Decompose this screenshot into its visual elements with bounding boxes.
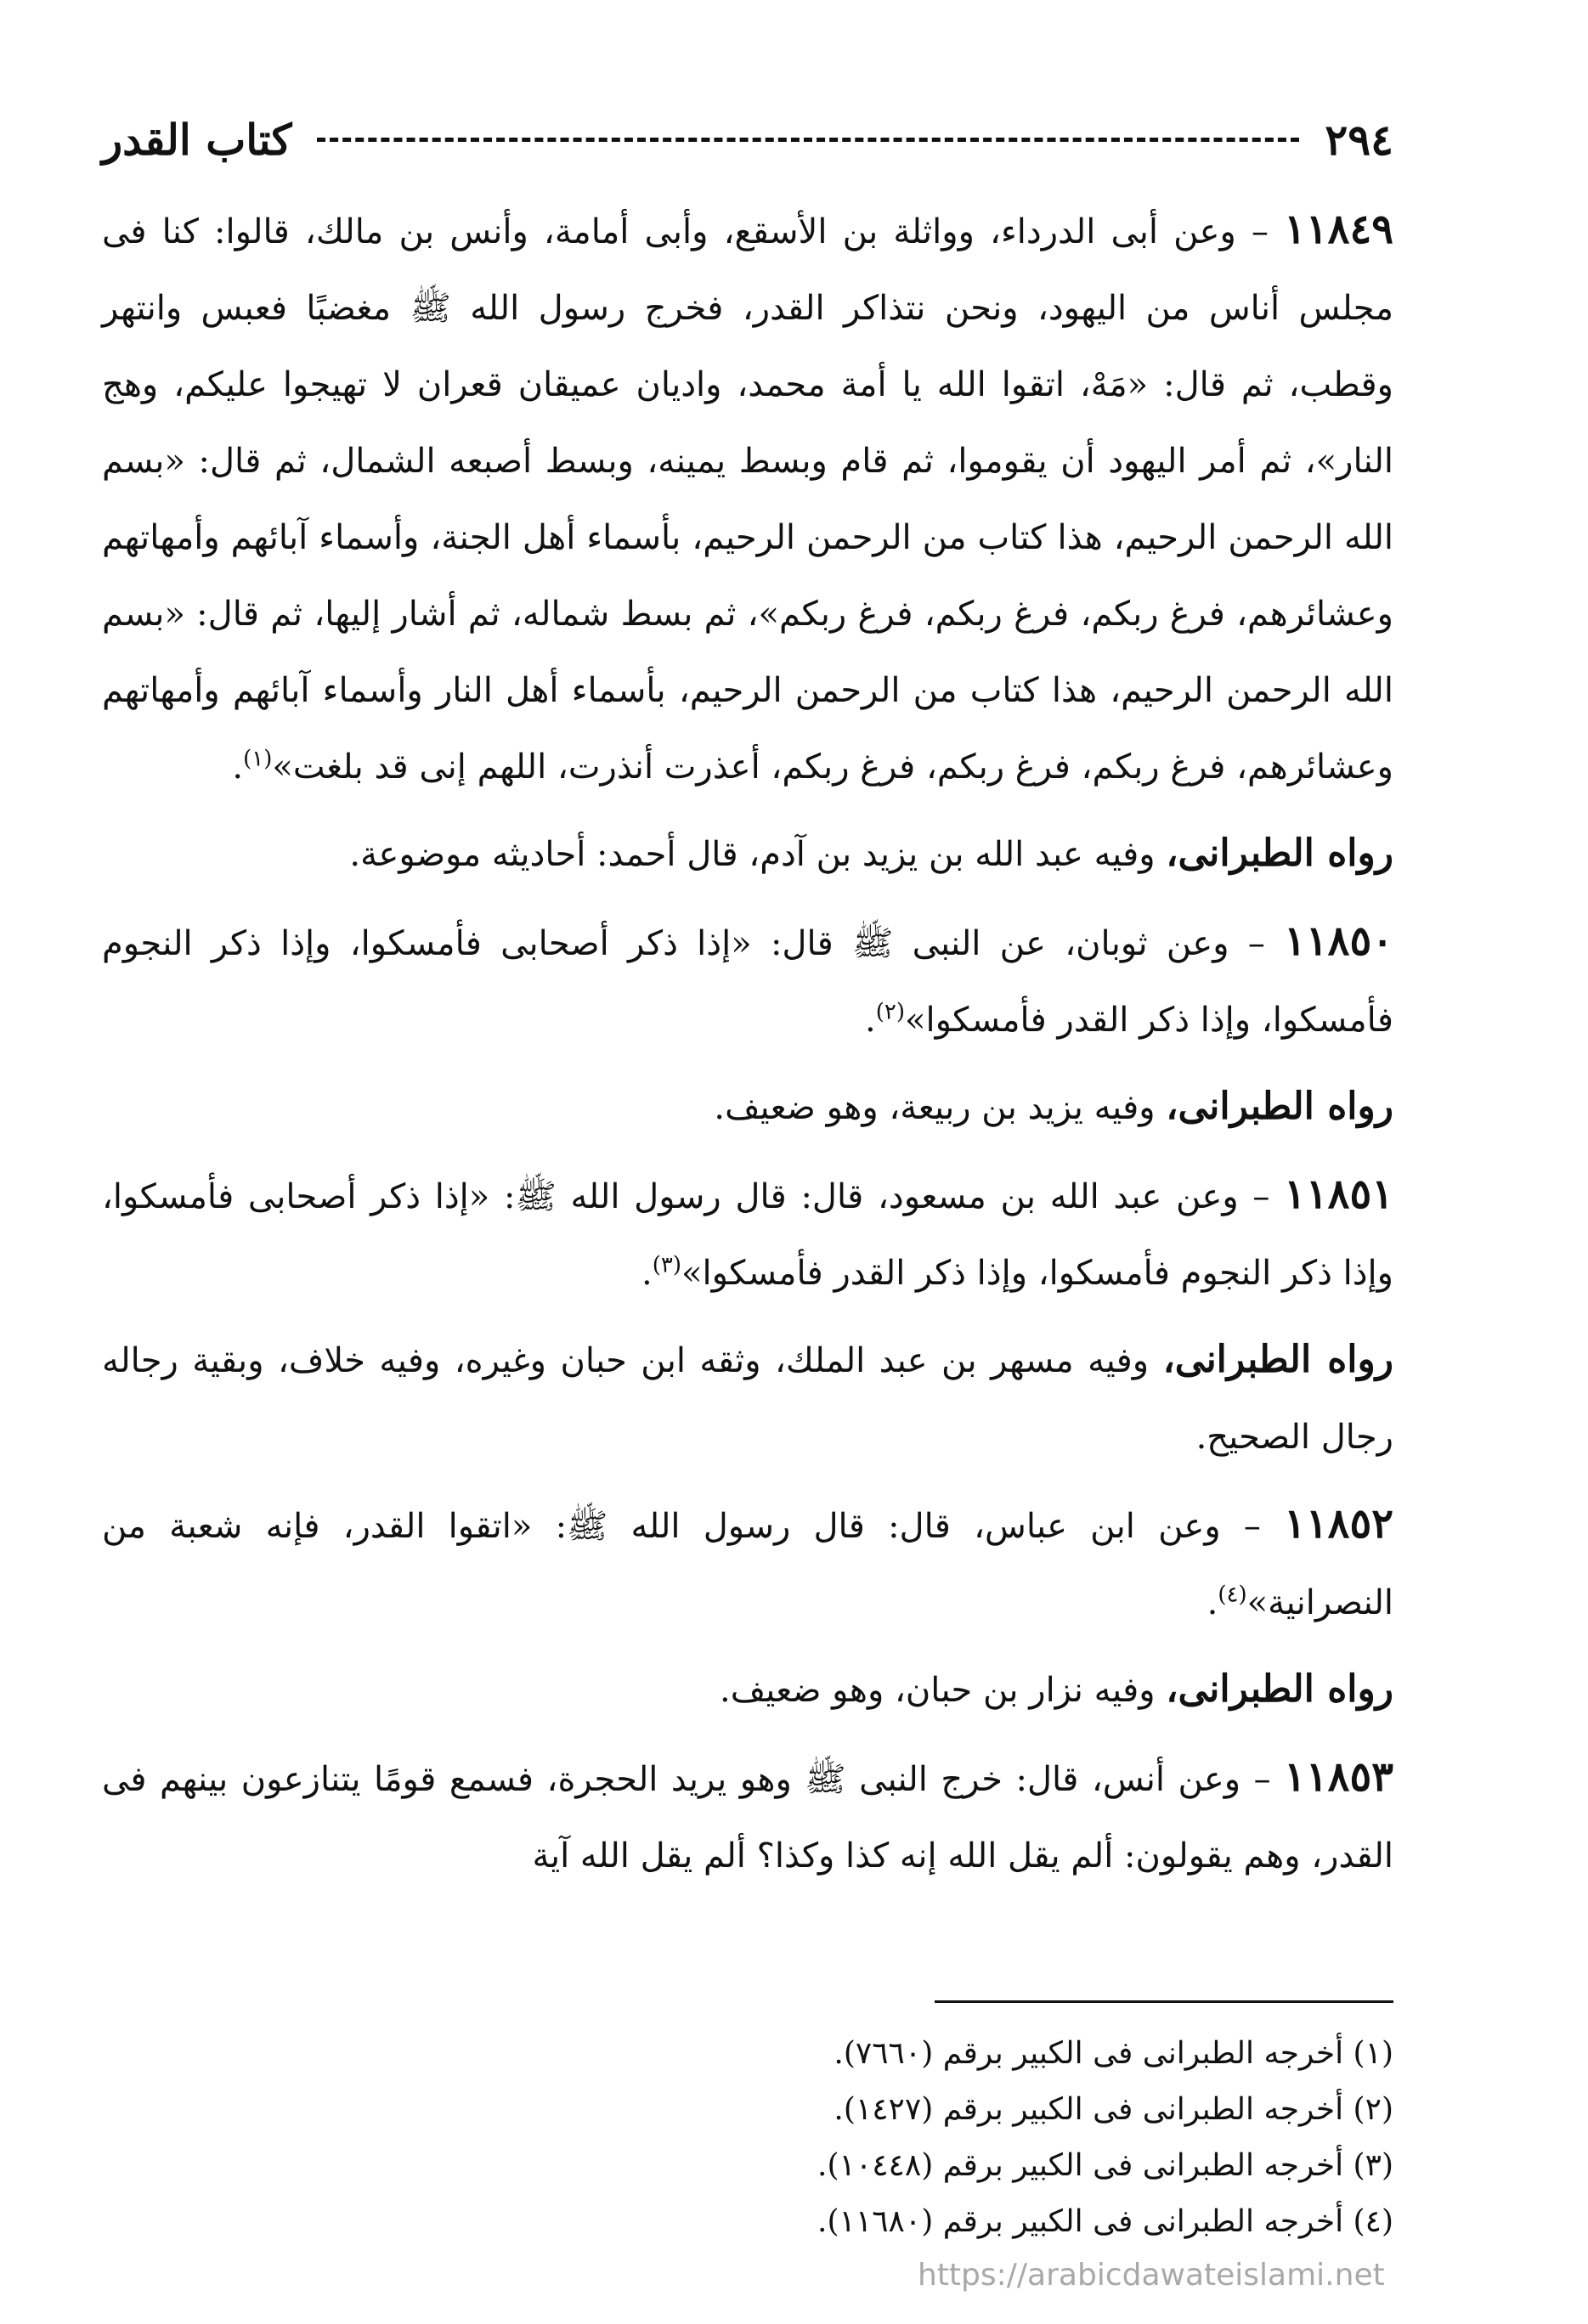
hadith-text: – وعن أنس، قال: خرج النبى ﷺ وهو يريد الحجرة، فسمع قومًا يتنازعون بينهم فى القدر، وهم يقولون: ألم يقل الله إنه كذا وكذا؟ ألم يقل الله آية <box>102 1760 1393 1876</box>
hadith-11853 <box>102 1739 1393 1894</box>
sentence-end: . <box>865 1001 876 1040</box>
narration-note <box>102 1651 1393 1729</box>
footnote-2: (٢) أخرجه الطبرانى فى الكبير برقم (١٤٢٧). <box>834 2092 1393 2127</box>
narration-note <box>102 1322 1393 1475</box>
sentence-end: . <box>1207 1583 1218 1622</box>
footnote-1: (١) أخرجه الطبرانى فى الكبير برقم (٧٦٦٠). <box>834 2036 1393 2071</box>
hadith-text: – وعن أبى الدرداء، وواثلة بن الأسقع، وأبى أمامة، وأنس بن مالك، قالوا: كنا فى مجلس أناس من اليهود، ونحن نتذاكر القدر، فخرج رسول الله ﷺ مغضبًا فعبس وانتهر وقطب، ثم قال: «مَهْ، اتقوا الله يا أمة محمد، واديان عميقان قعران لا تهيجوا عليكم، وهج النار»، ثم أمر اليهود أن يقوموا، ثم قام وبسط يمينه، وبسط أصبعه الشمال، ثم قال: «بسم الله الرحمن الرحيم، هذا كتاب من الرحمن الرحيم، بأسماء أهل الجنة، وأسماء آبائهم وأمهاتهم وعشائرهم، فرغ ربكم، فرغ ربكم، فرغ ربكم»، ثم بسط شماله، ثم أشار إليها، ثم قال: «بسم الله الرحمن الرحيم، هذا كتاب من الرحمن الرحيم، بأسماء أهل النار وأسماء آبائهم وأمهاتهم وعشائرهم، فرغ ربكم، فرغ ربكم، فرغ ربكم، أعذرت أنذرت، اللهم إنى قد بلغت» <box>102 212 1393 787</box>
hadith-11852 <box>102 1486 1393 1641</box>
narration-note <box>102 1069 1393 1146</box>
hadith-text: – وعن ابن عباس، قال: قال رسول الله ﷺ: «اتقوا القدر، فإنه شعبة من النصرانية» <box>102 1507 1393 1622</box>
narrator-lead: رواه الطبرانى، <box>1162 1338 1394 1381</box>
hadith-text: – وعن عبد الله بن مسعود، قال: قال رسول الله ﷺ: «إذا ذكر أصحابى فأمسكوا، وإذا ذكر النجوم فأمسكوا، وإذا ذكر القدر فأمسكوا» <box>102 1177 1393 1293</box>
page-header <box>102 109 1393 170</box>
hadith-number: ١١٨٥٠ <box>1284 917 1393 965</box>
footnote-ref: (٣) <box>652 1252 681 1278</box>
footnote-4: (٤) أخرجه الطبرانى فى الكبير برقم (١١٦٨٠). <box>817 2204 1393 2239</box>
narration-text: وفيه يزيد بن ربيعة، وهو ضعيف. <box>714 1088 1156 1127</box>
page-number: ٢٩٤ <box>1325 114 1393 165</box>
hadith-number: ١١٨٤٩ <box>1284 206 1393 253</box>
hadith-11850 <box>102 903 1393 1058</box>
header-divider <box>317 138 1299 142</box>
narrator-lead: رواه الطبرانى، <box>1166 832 1393 875</box>
hadith-number: ١١٨٥٢ <box>1284 1500 1394 1548</box>
narration-note <box>102 815 1393 893</box>
narration-text: وفيه مسهر بن عبد الملك، وثقه ابن حبان وغيره، وفيه خلاف، وبقية رجاله رجال الصحيح. <box>102 1341 1393 1457</box>
narrator-lead: رواه الطبرانى، <box>1166 1667 1393 1711</box>
narration-text: وفيه عبد الله بن يزيد بن آدم، قال أحمد: أحاديثه موضوعة. <box>349 835 1156 874</box>
footnote-divider <box>935 2000 1393 2003</box>
footnote-ref: (٤) <box>1218 1582 1247 1608</box>
narration-text: وفيه نزار بن حبان، وهو ضعيف. <box>720 1671 1156 1710</box>
book-page <box>102 0 1393 2324</box>
footnote-3: (٣) أخرجه الطبرانى فى الكبير برقم (١٠٤٤٨). <box>817 2148 1393 2183</box>
watermark-url: https://arabicdawateislami.net <box>918 2258 1385 2293</box>
hadith-11849 <box>102 191 1393 805</box>
hadith-11851 <box>102 1156 1393 1311</box>
page-body <box>102 191 1393 1904</box>
hadith-text: – وعن ثوبان، عن النبى ﷺ قال: «إذا ذكر أصحابى فأمسكوا، وإذا ذكر النجوم فأمسكوا، وإذا ذكر القدر فأمسكوا» <box>102 924 1393 1040</box>
footnote-ref: (٢) <box>875 999 906 1025</box>
footnote-ref: (١) <box>243 746 273 772</box>
narrator-lead: رواه الطبرانى، <box>1166 1085 1393 1128</box>
hadith-number: ١١٨٥١ <box>1284 1170 1393 1218</box>
footnotes <box>102 2026 1393 2250</box>
chapter-title: كتاب القدر <box>102 114 292 165</box>
sentence-end: . <box>232 747 244 787</box>
sentence-end: . <box>641 1254 653 1293</box>
hadith-number: ١١٨٥٣ <box>1284 1753 1393 1801</box>
